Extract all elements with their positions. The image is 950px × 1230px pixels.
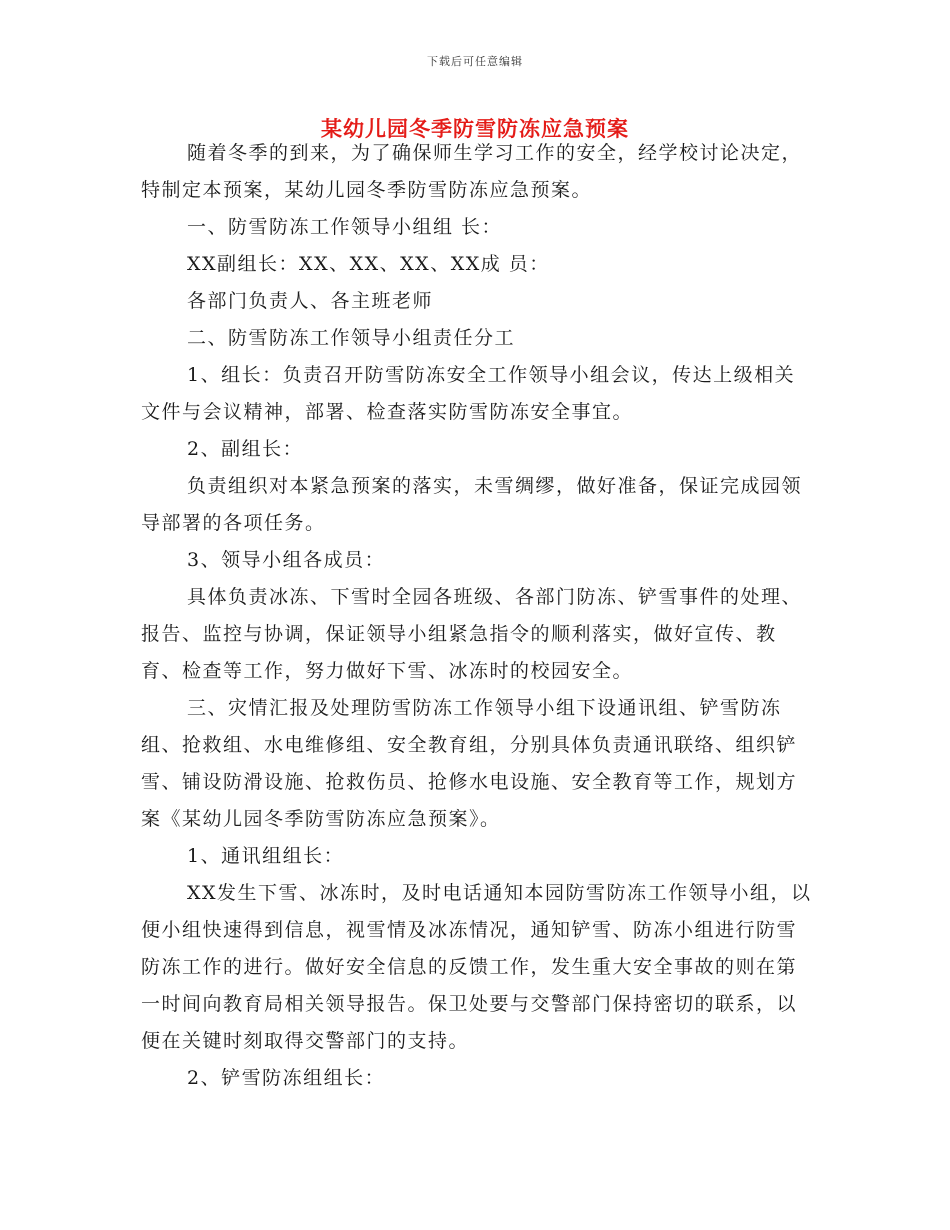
paragraph-members-line: XX副组长：XX、XX、XX、XX成 员： bbox=[187, 253, 550, 275]
paragraph-intro: 随着冬季的到来，为了确保师生学习工作的安全，经学校讨论决定，特制定本预案，某幼儿园冬季防雪防冻应急预案。 bbox=[141, 142, 803, 201]
paragraph-deputy-duty: 负责组织对本紧急预案的落实，未雪绸缪，做好准备，保证完成园领导部署的各项任务。 bbox=[141, 475, 803, 534]
page-header-note: 下载后可任意编辑 bbox=[427, 55, 523, 68]
paragraph-leader-duty: 1、组长：负责召开防雪防冻安全工作领导小组会议，传达上级相关文件与会议精神，部署、检查落实防雪防冻安全事宜。 bbox=[141, 364, 796, 423]
document-title: 某幼儿园冬季防雪防冻应急预案 bbox=[321, 116, 629, 141]
paragraph-comm-duty: XX发生下雪、冰冻时，及时电话通知本园防雪防冻工作领导小组，以便小组快速得到信息，视雪情及冰冻情况，通知铲雪、防冻小组进行防雪防冻工作的进行。做好安全信息的反馈工作，发生重大安全事故的则在第一时间向教育局相关领导报告。保卫处要与交警部门保持密切的联系，以便在关键时刻取得交警部门的支持。 bbox=[141, 882, 812, 1052]
paragraph-deputy-heading: 2、副组长： bbox=[187, 438, 304, 460]
paragraph-section-1-heading: 一、防雪防冻工作领导小组组 长： bbox=[187, 216, 503, 238]
paragraph-comm-heading: 1、通讯组组长： bbox=[187, 845, 345, 867]
paragraph-section-3: 三、灾情汇报及处理防雪防冻工作领导小组下设通讯组、铲雪防冻组、抢救组、水电维修组、安全教育组，分别具体负责通讯联络、组织铲雪、铺设防滑设施、抢救伤员、抢修水电设施、安全教育等工作，规划方案《某幼儿园冬季防雪防冻应急预案》。 bbox=[141, 697, 798, 830]
paragraph-members-heading: 3、领导小组各成员： bbox=[187, 549, 386, 571]
paragraph-section-2-heading: 二、防雪防冻工作领导小组责任分工 bbox=[187, 327, 516, 349]
paragraph-members-duty: 具体负责冰冻、下雪时全园各班级、各部门防冻、铲雪事件的处理、报告、监控与协调，保证领导小组紧急指令的顺利落实，做好宣传、教育、检查等工作，努力做好下雪、冰冻时的校园安全。 bbox=[141, 586, 803, 682]
paragraph-members-list: 各部门负责人、各主班老师 bbox=[187, 290, 434, 312]
paragraph-snow-heading: 2、铲雪防冻组组长： bbox=[187, 1067, 386, 1089]
document-body bbox=[141, 135, 813, 1097]
